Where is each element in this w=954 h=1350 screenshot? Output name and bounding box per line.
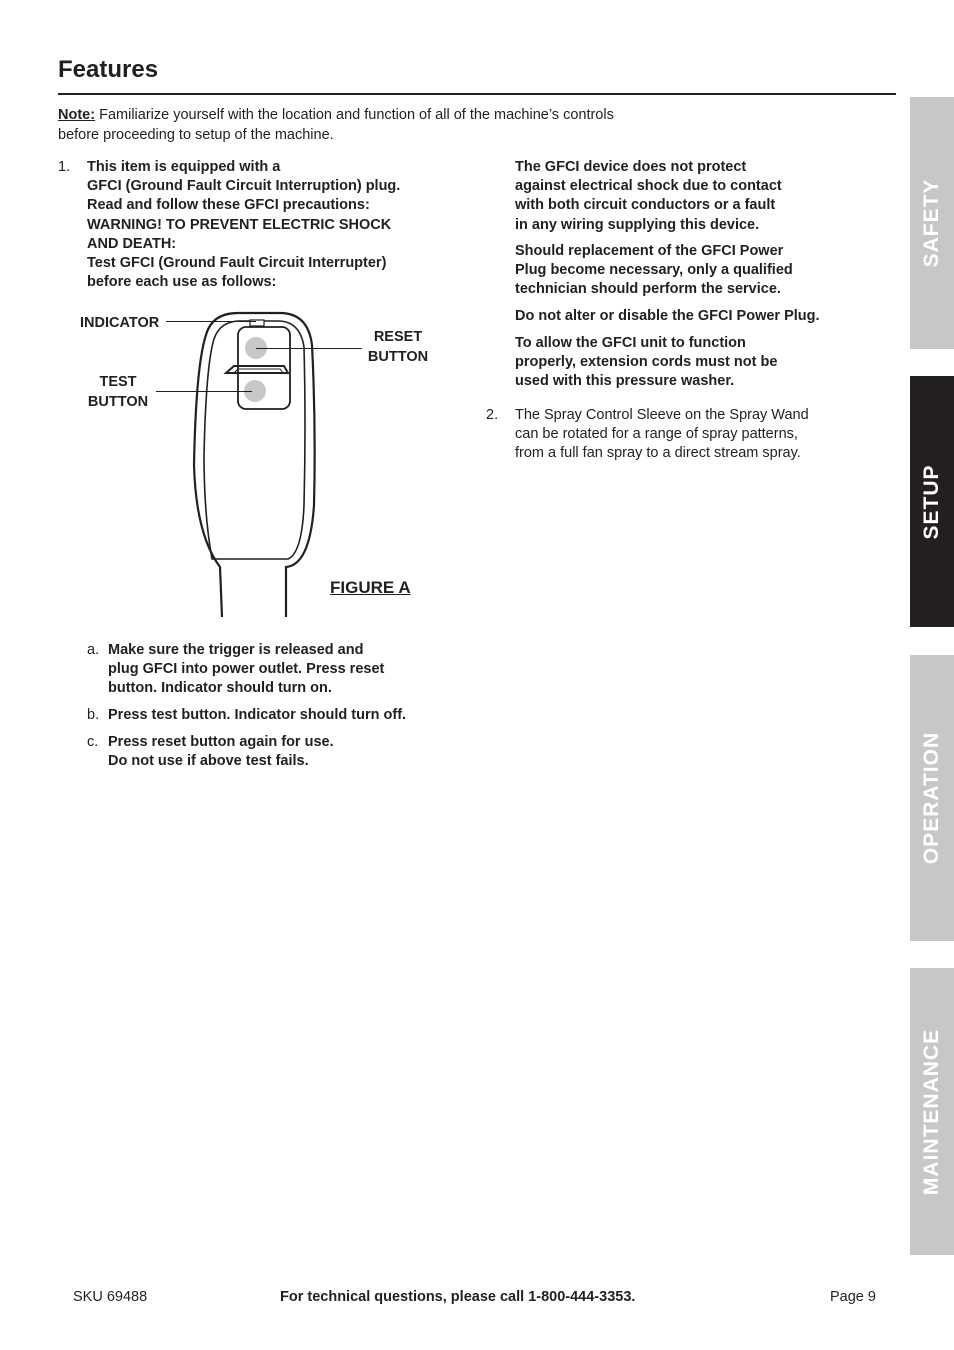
item-1-line: This item is equipped with a [87, 159, 281, 175]
item-1-text [87, 158, 467, 292]
note-text: Familiarize yourself with the location and function of all of the machine’s controls before proceeding to setup of the machine. [58, 107, 614, 143]
step-c-letter: c. [87, 734, 99, 750]
note-label: Note: [58, 107, 96, 123]
item-1-number: 1. [58, 159, 71, 175]
test-leader-line [156, 391, 252, 392]
page-title: Features [58, 56, 159, 83]
title-rule [58, 93, 896, 95]
item-2-number: 2. [486, 407, 499, 423]
step-a-text: Make sure the trigger is released and plug GFCI into power outlet. Press reset button. Indicator should turn on. [108, 642, 385, 697]
reset-leader-line [256, 348, 362, 349]
right-paragraph-3: Do not alter or disable the GFCI Power Plug. [515, 308, 820, 324]
tab-operation[interactable]: OPERATION [910, 655, 954, 941]
right-paragraph-1: The GFCI device does not protect against electrical shock due to contact with both circuit conductors or a fault in any wiring supplying this device. [515, 159, 782, 233]
item-1-line: Read and follow these GFCI precautions: [87, 197, 370, 214]
figure-caption: FIGURE A [330, 578, 411, 597]
footer-page-number: Page 9 [830, 1289, 876, 1305]
step-b-letter: b. [87, 707, 100, 723]
right-paragraph-4: To allow the GFCI unit to function properly, extension cords must not be used with this pressure washer. [515, 335, 778, 390]
item-1-line: AND DEATH: [87, 235, 177, 252]
item-1-line: WARNING! TO PREVENT ELECTRIC SHOCK [87, 216, 392, 233]
reset-button-label: RESET BUTTON [367, 329, 429, 365]
right-paragraph-2: Should replacement of the GFCI Power Plug become necessary, only a qualified technician should perform the service. [515, 243, 793, 298]
step-c-text: Press reset button again for use. Do not use if above test fails. [108, 734, 334, 770]
footer-sku: SKU 69488 [73, 1289, 148, 1305]
tab-setup[interactable]: SETUP [910, 376, 954, 627]
step-b-text: Press test button. Indicator should turn off. [108, 707, 407, 723]
gfci-plug-figure [150, 305, 350, 617]
item-1-line: Test GFCI (Ground Fault Circuit Interrupter) [87, 255, 387, 272]
tab-safety[interactable]: SAFETY [910, 97, 954, 349]
indicator-label: INDICATOR [80, 315, 160, 331]
footer-support: For technical questions, please call 1-800-444-3353. [280, 1289, 636, 1305]
item-1-line: before each use as follows: [87, 274, 277, 291]
item-2-text: The Spray Control Sleeve on the Spray Wand can be rotated for a range of spray patterns, from a full fan spray to a direct stream spray. [515, 407, 809, 462]
item-1-line: GFCI (Ground Fault Circuit Interruption) plug. [87, 178, 401, 195]
step-a-letter: a. [87, 642, 100, 658]
tab-maintenance[interactable]: MAINTENANCE [910, 968, 954, 1255]
note-paragraph [58, 105, 658, 145]
test-button-label: TEST BUTTON [87, 374, 149, 410]
indicator-leader-line [166, 321, 256, 322]
